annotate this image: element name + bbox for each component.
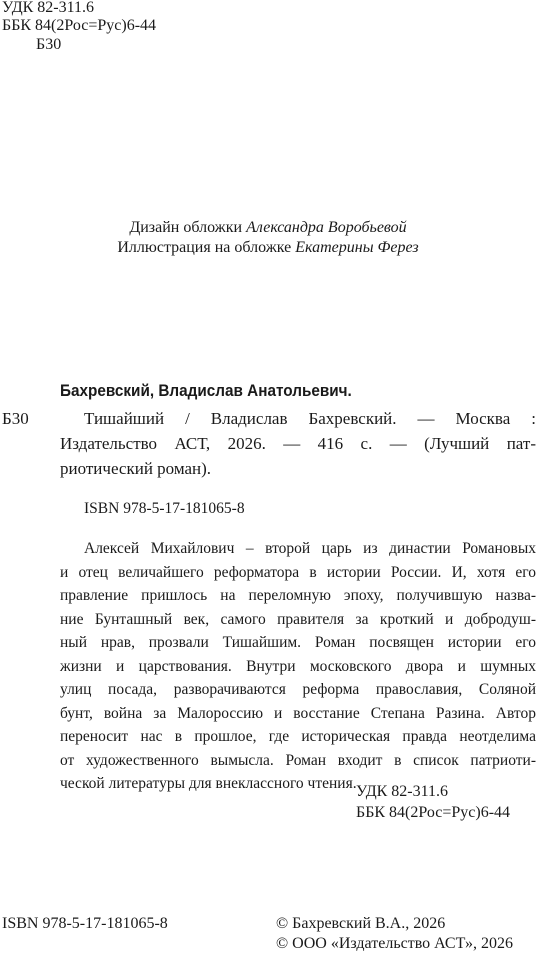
annotation — [60, 537, 536, 796]
annotation-line: улиц посада, разворачиваются реформа православия, Соляной — [60, 681, 536, 698]
annotation-line: бунт, война за Малороссию и восстание Степана Разина. Автор — [60, 704, 536, 722]
top-udk: УДК 82-311.6 — [2, 0, 95, 16]
cover-design-name: Александра Воробьевой — [246, 219, 407, 236]
annotation-line: от художественного вымысла. Роман входит в список патриоти- — [60, 751, 536, 769]
annotation-line: ние Бунташный век, самого правителя за кроткий и добродуш- — [60, 610, 536, 628]
illustration-name: Екатерины Ферез — [295, 239, 419, 256]
annotation-line: Алексей Михайлович – второй царь из династии Романовых — [84, 540, 536, 557]
annotation-line: переносит нас в прошлое, где историческая правда неотделима — [60, 728, 536, 745]
biblio-line-1: Тишайший / Владислав Бахревский. — Москва : — [84, 409, 536, 428]
bottom-bbk: ББК 84(2Рос=Рус)6-44 — [356, 804, 511, 821]
top-author-sign: Б30 — [36, 36, 62, 53]
footer-isbn: ISBN 978-5-17-181065-8 — [2, 915, 168, 932]
bottom-udk: УДК 82-311.6 — [356, 783, 449, 800]
annotation-line: ный нрав, прозвали Тишайшим. Роман посвящен истории его — [60, 634, 536, 651]
cover-design-credit — [0, 218, 536, 238]
illustration-label: Иллюстрация на обложке — [117, 239, 292, 256]
biblio-sign: Б30 — [2, 409, 29, 428]
annotation-line: правление пришлось на переломную эпоху, получившую назва- — [60, 587, 536, 604]
annotation-line: ческой литературы для внеклассного чтения. — [60, 775, 357, 792]
cover-design-label: Дизайн обложки — [129, 219, 243, 236]
biblio-line-3: риотический роман). — [60, 459, 212, 478]
copyright-author: © Бахревский В.А., 2026 — [276, 915, 446, 932]
annotation-line: и отец величайшего реформатора в истории России. И, хотя его — [60, 563, 536, 581]
isbn-record: ISBN 978-5-17-181065-8 — [84, 500, 245, 517]
biblio-line-2: Издательство АСТ, 2026. — 416 с. — (Лучший пат- — [60, 434, 536, 453]
top-bbk: ББК 84(2Рос=Рус)6-44 — [2, 17, 157, 34]
copyright-publisher: © ООО «Издательство АСТ», 2026 — [276, 935, 513, 952]
annotation-line: жизни и царствования. Внутри московского двора и шумных — [60, 657, 536, 675]
author-heading: Бахревский, Владислав Анатольевич. — [60, 381, 352, 400]
illustration-credit — [0, 238, 536, 258]
